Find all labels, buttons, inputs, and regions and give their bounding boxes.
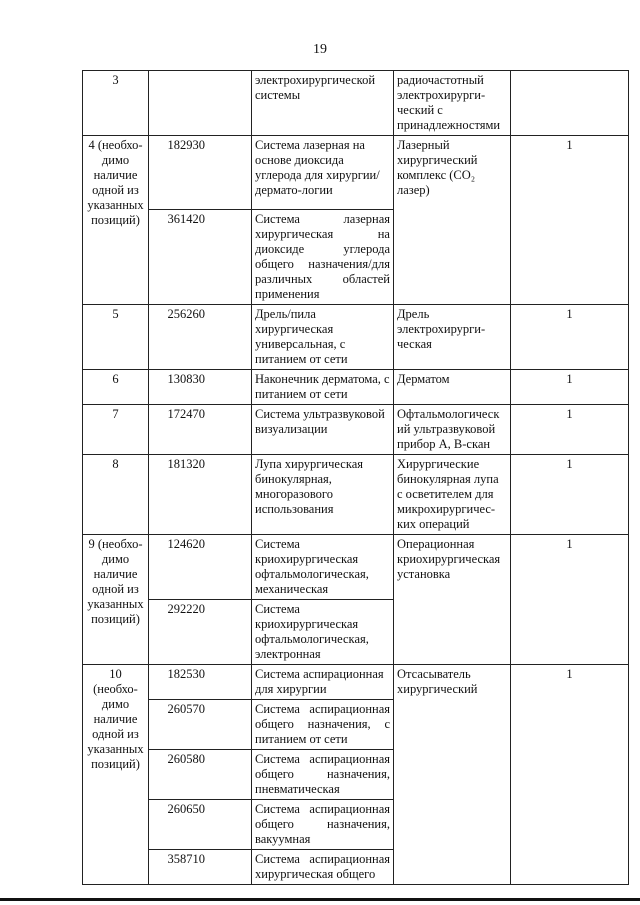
page-number: 19 <box>313 42 327 57</box>
quantity-cell: 1 <box>511 665 629 885</box>
quantity-cell <box>511 71 629 136</box>
code-cell: 361420 <box>149 210 252 305</box>
device-cell: Дрель электрохирурги-ческая <box>394 305 511 370</box>
device-cell: Операционная криохирургическая установка <box>394 535 511 665</box>
row-number: 8 <box>83 455 149 535</box>
row-number: 3 <box>83 71 149 136</box>
name-cell: Система аспирационная хирургическая общего <box>252 850 394 885</box>
table-row <box>83 405 629 455</box>
code-cell: 172470 <box>149 405 252 455</box>
code-cell: 260650 <box>149 800 252 850</box>
name-cell: Наконечник дерматома, с питанием от сети <box>252 370 394 405</box>
name-cell: Дрель/пила хирургическая универсальная, с питанием от сети <box>252 305 394 370</box>
device-cell: Дерматом <box>394 370 511 405</box>
row-number: 6 <box>83 370 149 405</box>
code-cell <box>149 71 252 136</box>
row-number: 10 (необхо-димо наличие одной из указанных позиций) <box>83 665 149 885</box>
quantity-cell: 1 <box>511 535 629 665</box>
quantity-cell: 1 <box>511 455 629 535</box>
row-number: 4 (необхо-димо наличие одной из указанных позиций) <box>83 136 149 305</box>
device-cell: Офтальмологическ ий ультразвуковой прибор А, В-скан <box>394 405 511 455</box>
code-cell: 260580 <box>149 750 252 800</box>
table-row <box>83 535 629 600</box>
code-cell: 181320 <box>149 455 252 535</box>
name-cell: Система лазерная на основе диоксида углерода для хирургии/дермато-логии <box>252 136 394 210</box>
device-cell: Хирургические бинокулярная лупа с осветителем для микрохирургичес-ких операций <box>394 455 511 535</box>
code-cell: 260570 <box>149 700 252 750</box>
name-cell: Система криохирургическая офтальмологическая, механическая <box>252 535 394 600</box>
code-cell: 124620 <box>149 535 252 600</box>
name-cell: Система аспирационная общего назначения, с питанием от сети <box>252 700 394 750</box>
table-row <box>83 305 629 370</box>
quantity-cell: 1 <box>511 405 629 455</box>
quantity-cell: 1 <box>511 136 629 305</box>
device-cell: Отсасыватель хирургический <box>394 665 511 885</box>
table-row <box>83 71 629 136</box>
code-cell: 182930 <box>149 136 252 210</box>
name-cell: электрохирургической системы <box>252 71 394 136</box>
name-cell: Система аспирационная для хирургии <box>252 665 394 700</box>
name-cell: Система ультразвуковой визуализации <box>252 405 394 455</box>
table-row <box>83 455 629 535</box>
quantity-cell: 1 <box>511 305 629 370</box>
code-cell: 256260 <box>149 305 252 370</box>
page-bottom-rule <box>0 898 640 901</box>
name-cell: Лупа хирургическая бинокулярная, многоразового использования <box>252 455 394 535</box>
equipment-table <box>82 70 629 885</box>
code-cell: 358710 <box>149 850 252 885</box>
code-cell: 182530 <box>149 665 252 700</box>
table-row <box>83 370 629 405</box>
device-cell: радиочастотный электрохирурги-ческий с принадлежностями <box>394 71 511 136</box>
name-cell: Система криохирургическая офтальмологическая, электронная <box>252 600 394 665</box>
table-row <box>83 136 629 210</box>
name-cell: Система аспирационная общего назначения, вакуумная <box>252 800 394 850</box>
table-row <box>83 665 629 700</box>
code-cell: 292220 <box>149 600 252 665</box>
row-number: 5 <box>83 305 149 370</box>
code-cell: 130830 <box>149 370 252 405</box>
name-cell: Система лазерная хирургическая на диоксиде углерода общего назначения/для различных областей применения <box>252 210 394 305</box>
quantity-cell: 1 <box>511 370 629 405</box>
name-cell: Система аспирационная общего назначения, пневматическая <box>252 750 394 800</box>
device-cell: Лазерный хирургический комплекс (CO₂ лазер) <box>394 136 511 305</box>
row-number: 9 (необхо-димо наличие одной из указанных позиций) <box>83 535 149 665</box>
row-number: 7 <box>83 405 149 455</box>
